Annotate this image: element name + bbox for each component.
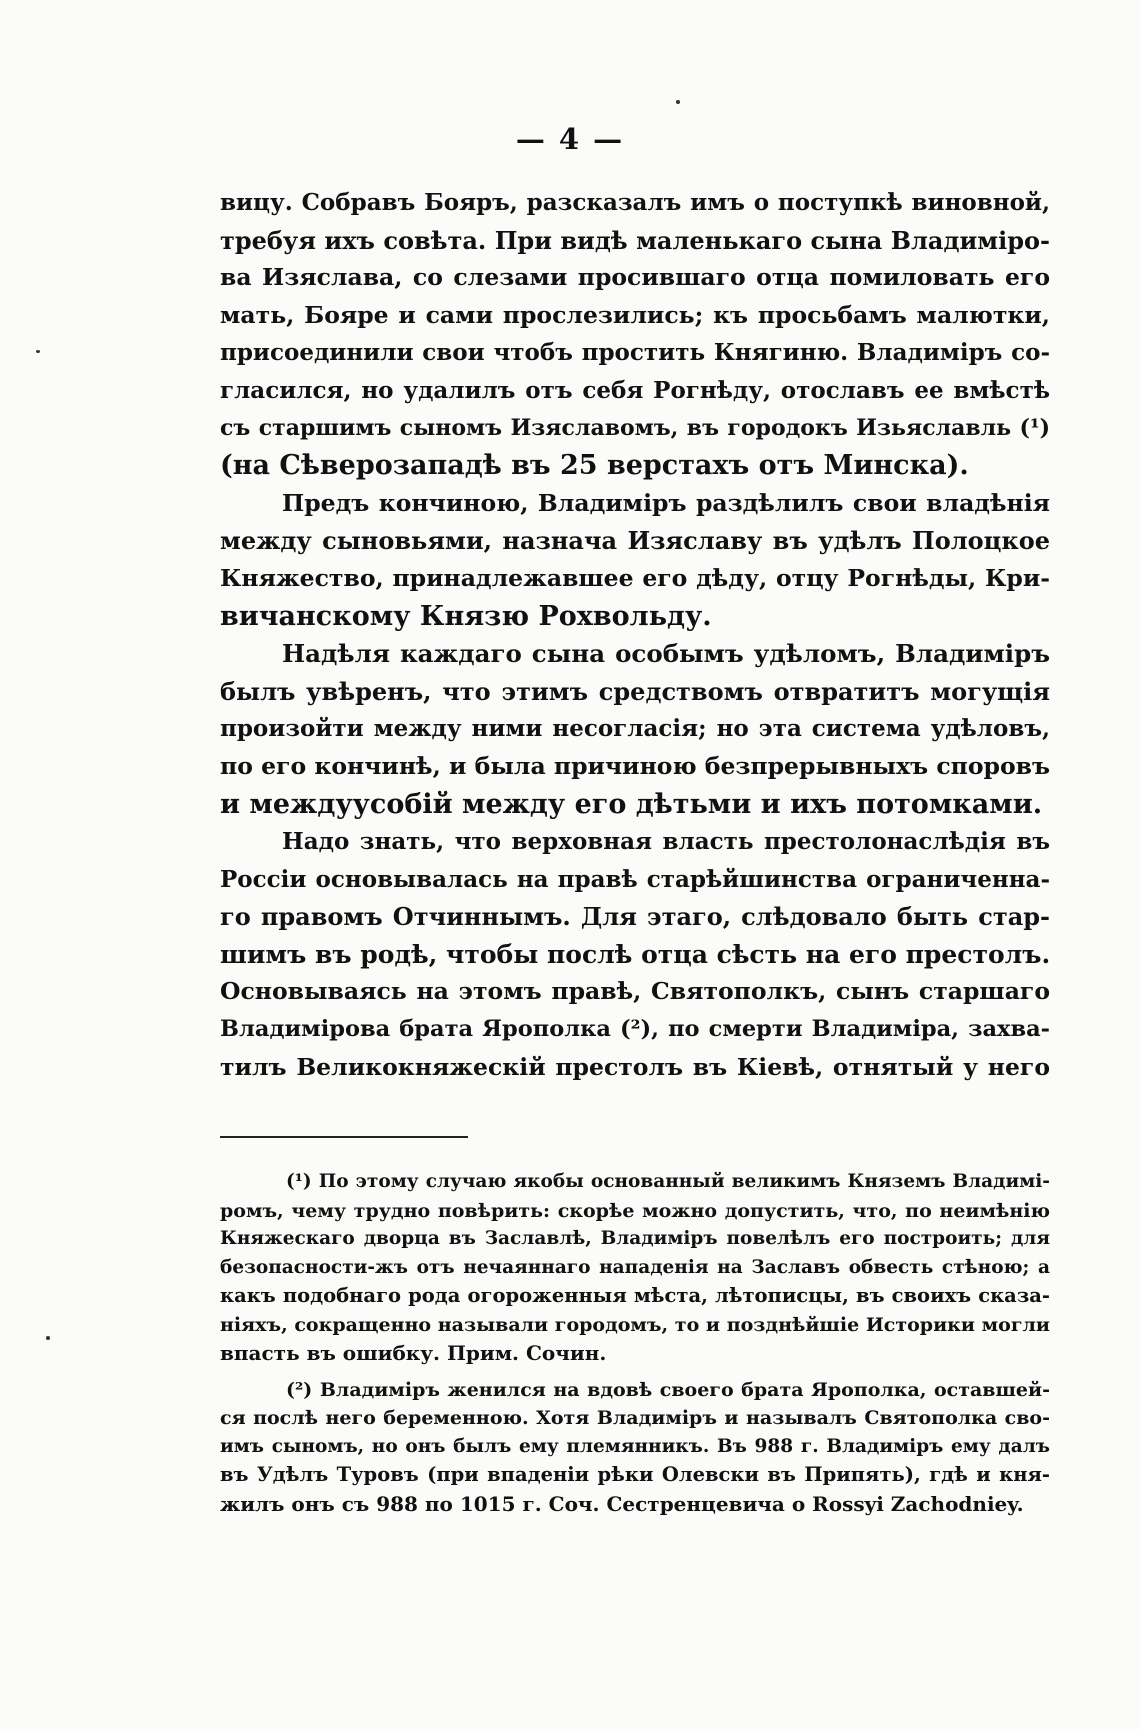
footnotes — [220, 1168, 1050, 1518]
footnote-1-line: безопасности-жъ отъ нечаяннаго нападенія на Заславъ обвесть стѣною; а — [220, 1256, 1050, 1278]
main-text — [220, 184, 1050, 1086]
text-line: Основываясь на этомъ правѣ, Святополкъ, сынъ старшаго — [220, 977, 1050, 1006]
text-line: ва Изяслава, со слезами просившаго отца помиловать его — [220, 263, 1050, 292]
text-line: по его кончинѣ, и была причиною безпрерывныхъ споровъ — [220, 751, 1050, 780]
page-number: — 4 — — [515, 122, 625, 156]
footnote-2-line: имъ сыномъ, но онъ былъ ему племянникъ. Въ 988 г. Владиміръ ему далъ — [220, 1435, 1050, 1457]
footnote-2-line: въ Удѣлъ Туровъ (при впаденіи рѣки Олевски въ Припять), гдѣ и кня- — [220, 1463, 1050, 1486]
text-line: между сыновьями, назнача Изяславу въ удѣлъ Полоцкое — [220, 526, 1050, 556]
text-line: требуя ихъ совѣта. При видѣ маленькаго сына Владиміро- — [220, 225, 1050, 255]
footnote-1-line: (¹) По этому случаю якобы основанный великимъ Княземъ Владимі- — [286, 1171, 1050, 1192]
text-line: вичанскому Князю Рохвольду. — [220, 600, 712, 632]
text-line: присоединили свои чтобъ простить Княгиню. Владиміръ со- — [220, 339, 1050, 367]
footnote-divider — [220, 1136, 468, 1138]
text-line: шимъ въ родѣ, чтобы послѣ отца сѣсть на его престолъ. — [220, 939, 1051, 969]
text-line: и междуусобій между его дѣтьми и ихъ потомками. — [220, 788, 1043, 820]
text-line: тилъ Великокняжескій престолъ въ Кіевѣ, отнятый у него — [220, 1052, 1050, 1081]
footnote-1-line: впасть въ ошибку. Прим. Сочин. — [220, 1341, 607, 1365]
text-line: гласился, но удалилъ отъ себя Рогнѣду, отославъ ее вмѣстѣ — [220, 376, 1050, 404]
scan-speck — [676, 100, 680, 104]
text-line: Владимірова брата Ярополка (²), по смерти Владиміра, захва- — [220, 1016, 1050, 1043]
footnote-1-line: Княжескаго дворца въ Заславлѣ, Владиміръ повелѣлъ его построить; для — [220, 1228, 1050, 1249]
scan-speck — [46, 1336, 50, 1340]
footnote-1-line: ніяхъ, сокращенно называли городомъ, то и позднѣйшіе Историки могли — [220, 1313, 1050, 1336]
text-line: Россіи основывалась на правѣ старѣйшинства ограниченна- — [220, 865, 1050, 893]
text-line: Княжество, принадлежавшее его дѣду, отцу Рогнѣды, Кри- — [220, 563, 1050, 592]
footnote-1-line: ромъ, чему трудно повѣрить: скорѣе можно допустить, что, по неимѣнію — [220, 1199, 1050, 1222]
text-line: былъ увѣренъ, что этимъ средствомъ отвратитъ могущія — [220, 676, 1050, 706]
text-line: произойти между ними несогласія; но эта система удѣловъ, — [220, 715, 1050, 743]
text-line: го правомъ Отчиннымъ. Для этаго, слѣдовало быть стар- — [220, 902, 1050, 932]
text-line: съ старшимъ сыномъ Изяславомъ, въ городокъ Изьяславль (¹) — [220, 414, 1050, 441]
scan-speck — [36, 350, 40, 353]
paragraph-start-line: Надо знать, что верховная власть престолонаслѣдія въ — [282, 828, 1050, 856]
footnote-1-line: какъ подобнаго рода огороженныя мѣста, лѣтописцы, въ своихъ сказа- — [220, 1284, 1050, 1307]
paragraph-start-line: Предъ кончиною, Владиміръ раздѣлилъ свои владѣнія — [282, 488, 1050, 517]
footnote-gap — [220, 1368, 1050, 1376]
text-line: мать, Бояре и сами прослезились; къ просьбамъ малютки, — [220, 300, 1050, 329]
footnote-2-line: ся послѣ него беременною. Хотя Владиміръ и называлъ Святополка сво- — [220, 1407, 1050, 1429]
paragraph-start-line: Надѣля каждаго сына особымъ удѣломъ, Владиміръ — [282, 639, 1050, 669]
footnote-2-line: жилъ онъ съ 988 по 1015 г. Соч. Сестренцевича о Rossyi Zachodniey. — [220, 1491, 1024, 1516]
footnote-2-line: (²) Владиміръ женился на вдовѣ своего брата Ярополка, оставшей- — [286, 1378, 1050, 1401]
text-line: вицу. Собравъ Бояръ, разсказалъ имъ о поступкѣ виновной, — [220, 189, 1050, 216]
text-line: (на Сѣверозападѣ въ 25 верстахъ отъ Минска). — [220, 450, 969, 482]
